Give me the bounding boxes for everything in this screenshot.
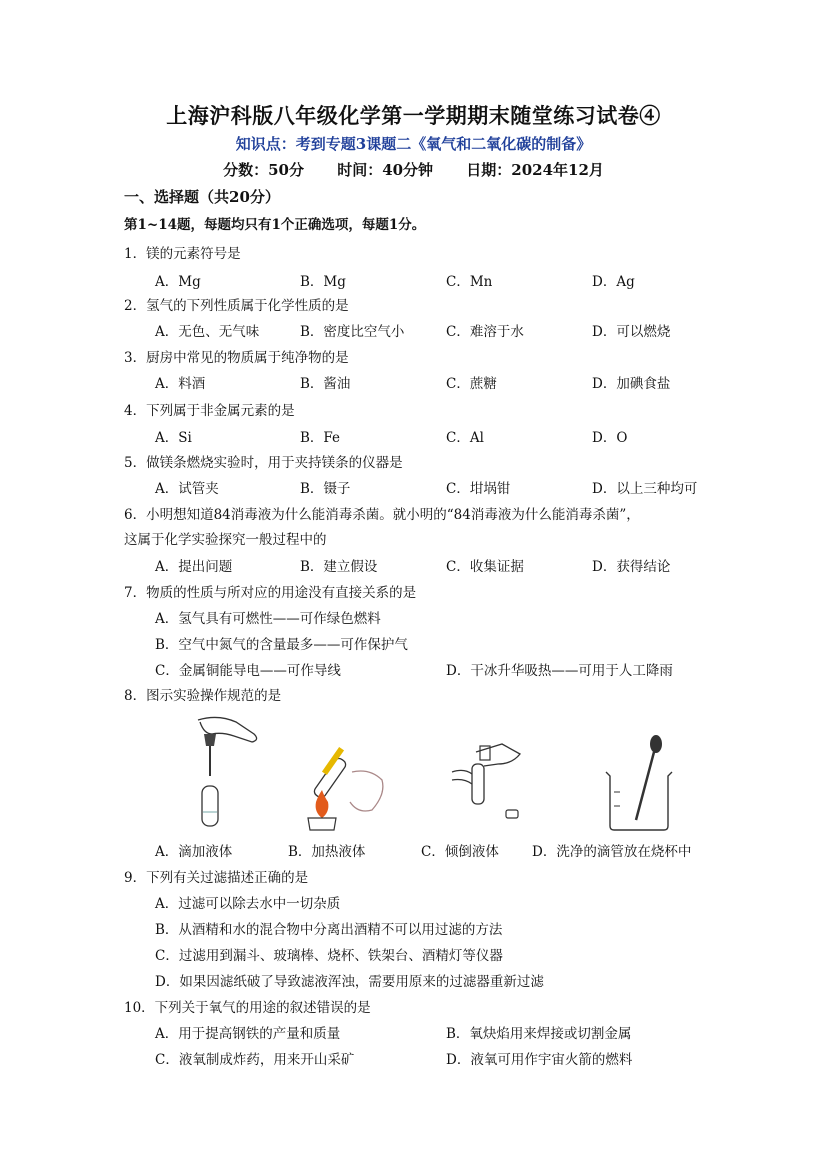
option-c: C．收集证据	[446, 559, 524, 575]
option-d: D．O	[592, 430, 628, 446]
option-b: B．镊子	[300, 481, 351, 497]
question-stem: 4．下列属于非金属元素的是	[124, 403, 295, 419]
option-b: B．加热液体	[288, 844, 366, 860]
pouring-liquid-figure	[446, 734, 530, 832]
option-a: A．料酒	[155, 376, 206, 392]
question-stem: 2．氢气的下列性质属于化学性质的是	[124, 298, 349, 314]
option-c: C．Mn	[446, 274, 493, 290]
option-b: B．氧炔焰用来焊接或切割金属	[446, 1026, 632, 1042]
option-d: D．获得结论	[592, 559, 671, 575]
question-stem: 5．做镁条燃烧实验时，用于夹持镁条的仪器是	[124, 455, 403, 471]
option-a: A．无色、无气味	[155, 324, 260, 340]
option-d: D．加碘食盐	[592, 376, 671, 392]
exam-meta	[0, 159, 827, 180]
option-c: C．倾倒液体	[421, 844, 499, 860]
section-title: 一、选择题（共20分）	[124, 188, 280, 206]
option-d: D．可以燃烧	[592, 324, 671, 340]
experiment-figures	[0, 712, 827, 836]
option-d: D．干冰升华吸热——可用于人工降雨	[446, 663, 673, 679]
section-instruction: 第1~14题，每题均只有1个正确选项，每题1分。	[124, 217, 426, 233]
option-a: A．试管夹	[155, 481, 219, 497]
question-stem: 10．下列关于氧气的用途的叙述错误的是	[124, 1000, 371, 1016]
option-b: B．Mg	[300, 274, 346, 290]
date-label: 日期：2024年12月	[466, 161, 604, 179]
option-c: C．坩埚钳	[446, 481, 511, 497]
option-c: C．Al	[446, 430, 484, 446]
option-a: A．提出问题	[155, 559, 233, 575]
heating-liquid-figure	[300, 732, 390, 832]
question-stem: 6．小明想知道84消毒液为什么能消毒杀菌。就小明的“84消毒液为什么能消毒杀菌”，	[124, 507, 640, 523]
question-stem: 1．镁的元素符号是	[124, 246, 241, 262]
option-c: C．液氧制成炸药，用来开山采矿	[155, 1052, 355, 1068]
option-d: D．Ag	[592, 274, 635, 290]
option-a: A．用于提高钢铁的产量和质量	[155, 1026, 341, 1042]
option-c: C．难溶于水	[446, 324, 524, 340]
option-a: A．氢气具有可燃性——可作绿色燃料	[155, 611, 381, 627]
dropper-in-beaker-figure	[600, 732, 680, 832]
option-c: C．过滤用到漏斗、玻璃棒、烧杯、铁架台、酒精灯等仪器	[155, 948, 503, 964]
option-b: B．从酒精和水的混合物中分离出酒精不可以用过滤的方法	[155, 922, 503, 938]
option-b: B．Fe	[300, 430, 341, 446]
option-b: B．酱油	[300, 376, 351, 392]
option-a: A．滴加液体	[155, 844, 233, 860]
question-stem: 3．厨房中常见的物质属于纯净物的是	[124, 350, 349, 366]
option-d: D．液氧可用作宇宙火箭的燃料	[446, 1052, 633, 1068]
option-a: A．Mg	[155, 274, 201, 290]
option-b: B．建立假设	[300, 559, 378, 575]
question-stem: 9．下列有关过滤描述正确的是	[124, 870, 309, 886]
option-a: A．Si	[155, 430, 192, 446]
dropping-liquid-figure	[178, 712, 268, 830]
question-stem: 7．物质的性质与所对应的用途没有直接关系的是	[124, 585, 417, 601]
option-a: A．过滤可以除去水中一切杂质	[155, 896, 341, 912]
knowledge-point: 知识点：考到专题3课题二《氧气和二氧化碳的制备》	[235, 135, 592, 153]
option-c: C．蔗糖	[446, 376, 497, 392]
option-d: D．洗净的滴管放在烧杯中	[532, 844, 692, 860]
option-d: D．以上三种均可	[592, 481, 698, 497]
question-stem: 8．图示实验操作规范的是	[124, 688, 282, 704]
option-c: C．金属铜能导电——可作导线	[155, 663, 341, 679]
time-label: 时间：40分钟	[337, 161, 434, 179]
option-b: B．密度比空气小	[300, 324, 405, 340]
option-d: D．如果因滤纸破了导致滤液浑浊，需要用原来的过滤器重新过滤	[155, 974, 544, 990]
score-label: 分数：50分	[223, 161, 304, 179]
option-b: B．空气中氮气的含量最多——可作保护气	[155, 637, 408, 653]
exam-title: 上海沪科版八年级化学第一学期期末随堂练习试卷④	[166, 103, 661, 128]
question-stem-continued: 这属于化学实验探究一般过程中的	[124, 532, 327, 548]
